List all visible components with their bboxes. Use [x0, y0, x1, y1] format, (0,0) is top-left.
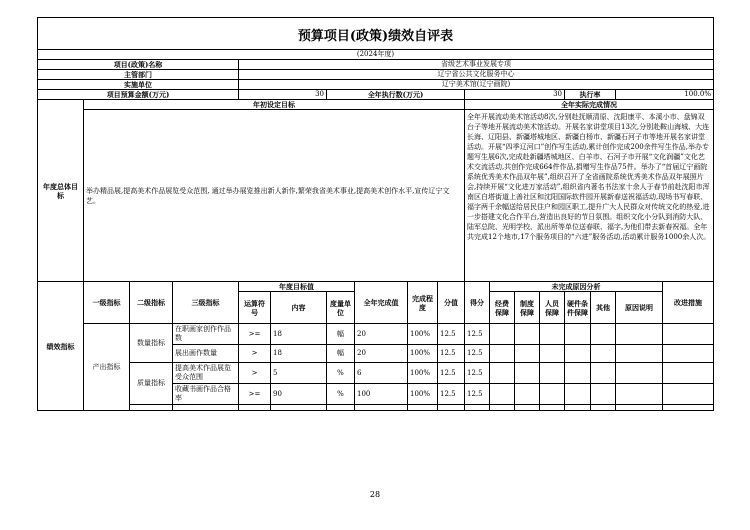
quality-label: 质量指标 [130, 363, 173, 405]
hardware-header: 硬件条件保障 [565, 292, 591, 324]
indicator-op: >= [239, 384, 271, 405]
actual-text: 全年开展流动美术馆活动8次,分别赴抚顺清原、沈阳康平、本溪小市、盘锦双台子等地开展流动美术馆活动。开展名家讲堂项目13次,分别赴鞍山海城、大连长海、辽阳县、新疆塔城地区、新疆白杨市、新疆石河子市等地开展名家讲堂活动。开展“四季辽河口”创作写生活动,累计创作完成200余件写生作品,举办专题写生展6次,完成赴新疆塔城地区、白羊市、石河子市开展“文化润疆”文化艺术交流活动,共创作完成664件作品,捐赠写生作品75件。举办了“首届辽宁画院系统优秀美术作品双年展”,组织召开了全省画院系统优秀美术作品双年展照片会,持续开展“文化进万家活动”,组织省内著名书法家十余人于春节前赴沈阳市浑南区白塔街道上善社区和沈阳国际软件园开展新春送祝福活动,现场书写春联、福字两千余幅送给居民住户和园区职工,提升广大人民群众对传统文化的热爱,进一步搭建文化合作平台,营造出良好的节日氛围。组织文化小分队到消防大队、陆军总院、光明学校、派出所等单位送春联、福字,为他们带去新春祝福。全年共完成12个地市,17个服务项目的“六进”服务活动,活动累计服务1000余人次。 [465, 110, 714, 282]
table-row [38, 324, 714, 345]
indicator-val: 5 [271, 363, 327, 384]
improve-header: 改进措施 [663, 282, 714, 324]
indicator-degree: 100% [408, 363, 438, 384]
exec-label: 全年执行数(万元) [327, 90, 465, 100]
indicator-unit: % [327, 384, 355, 405]
complete-header: 全年完成值 [355, 282, 408, 324]
indicator-done: 20 [355, 324, 408, 345]
form-year: (2024年度) [38, 50, 714, 60]
indicator-op: > [239, 363, 271, 384]
dept-value: 辽宁省公共文化服务中心 [239, 70, 714, 80]
indicator-done: 20 [355, 345, 408, 363]
annual-target-header: 年度目标值 [239, 282, 355, 292]
indicator-done: 6 [355, 363, 408, 384]
reason-desc-header: 原因说明 [616, 292, 663, 324]
page-number: 28 [369, 490, 381, 499]
indicator-got: 12.5 [465, 324, 490, 345]
indicator-score: 12.5 [438, 384, 465, 405]
degree-header: 完成程度 [408, 282, 438, 324]
indicator-got: 12.5 [465, 345, 490, 363]
indicator-got: 12.5 [465, 363, 490, 384]
indicator-degree: 100% [408, 345, 438, 363]
indicator-unit: 幅 [327, 345, 355, 363]
perf-label: 绩效指标 [38, 282, 84, 411]
indicator-unit: 幅 [327, 324, 355, 345]
form-title: 预算项目(政策)绩效自评表 [38, 18, 714, 50]
budget-value: 30 [239, 90, 327, 100]
indicator-name: 提高美术作品展览受众范围 [173, 363, 239, 384]
unit-label: 实施单位 [38, 80, 239, 90]
staff-header: 人员保障 [540, 292, 565, 324]
output-label: 产出指标 [84, 324, 130, 411]
score-header: 分值 [438, 282, 465, 324]
indicator-name: 展出画作数量 [173, 345, 239, 363]
got-header: 得分 [465, 282, 490, 324]
dept-label: 主管部门 [38, 70, 239, 80]
indicator-score: 12.5 [438, 345, 465, 363]
indicator-name: 在职画家创作作品数 [173, 324, 239, 345]
indicator-degree: 100% [408, 324, 438, 345]
reasons-header: 未完成原因分析 [490, 282, 663, 292]
rate-label: 执行率 [565, 90, 616, 100]
economic-header: 经费保障 [490, 292, 515, 324]
set-goal-text: 举办精品展,提高美术作品展览受众范围, 通过举办展览推出新人新作,繁荣我省美术事业,提高美术创作水平,宣传辽宁文艺。 [84, 110, 465, 282]
other-header: 其他 [591, 292, 616, 324]
indicator-done: 100 [355, 384, 408, 405]
project-name-label: 项目(政策)名称 [38, 60, 239, 70]
actual-header: 全年实际完成情况 [465, 100, 714, 110]
indicator-unit: % [327, 363, 355, 384]
indicator-val: 90 [271, 384, 327, 405]
overall-goal-label: 年度总体目标 [38, 100, 84, 282]
budget-label: 项目预算金额(万元) [38, 90, 239, 100]
operator-header: 运算符号 [239, 292, 271, 324]
project-name: 省级艺术事业发展专项 [239, 60, 714, 70]
unit-header: 度量单位 [327, 292, 355, 324]
indicator-val: 18 [271, 345, 327, 363]
indicator-op: > [239, 345, 271, 363]
indicator-score: 12.5 [438, 324, 465, 345]
indicator-got: 12.5 [465, 384, 490, 405]
indicator-name: 收藏书画作品合格率 [173, 384, 239, 405]
indicator-score: 12.5 [438, 363, 465, 384]
rate-value: 100.0% [616, 90, 714, 100]
level1-header: 一级指标 [84, 282, 130, 324]
set-goal-header: 年初设定目标 [84, 100, 465, 110]
system-header: 制度保障 [515, 292, 540, 324]
indicator-val: 18 [271, 324, 327, 345]
indicator-op: >= [239, 324, 271, 345]
table-row [38, 405, 714, 411]
quantity-label: 数量指标 [130, 324, 173, 363]
table-row [38, 363, 714, 384]
form-table [37, 17, 714, 411]
exec-value: 30 [465, 90, 565, 100]
level3-header: 三级指标 [173, 282, 239, 324]
evaluation-form [37, 17, 713, 411]
unit-value: 辽宁美术馆(辽宁画院) [239, 80, 714, 90]
indicator-degree: 100% [408, 384, 438, 405]
level2-header: 二级指标 [130, 282, 173, 324]
content-header: 内容 [271, 292, 327, 324]
